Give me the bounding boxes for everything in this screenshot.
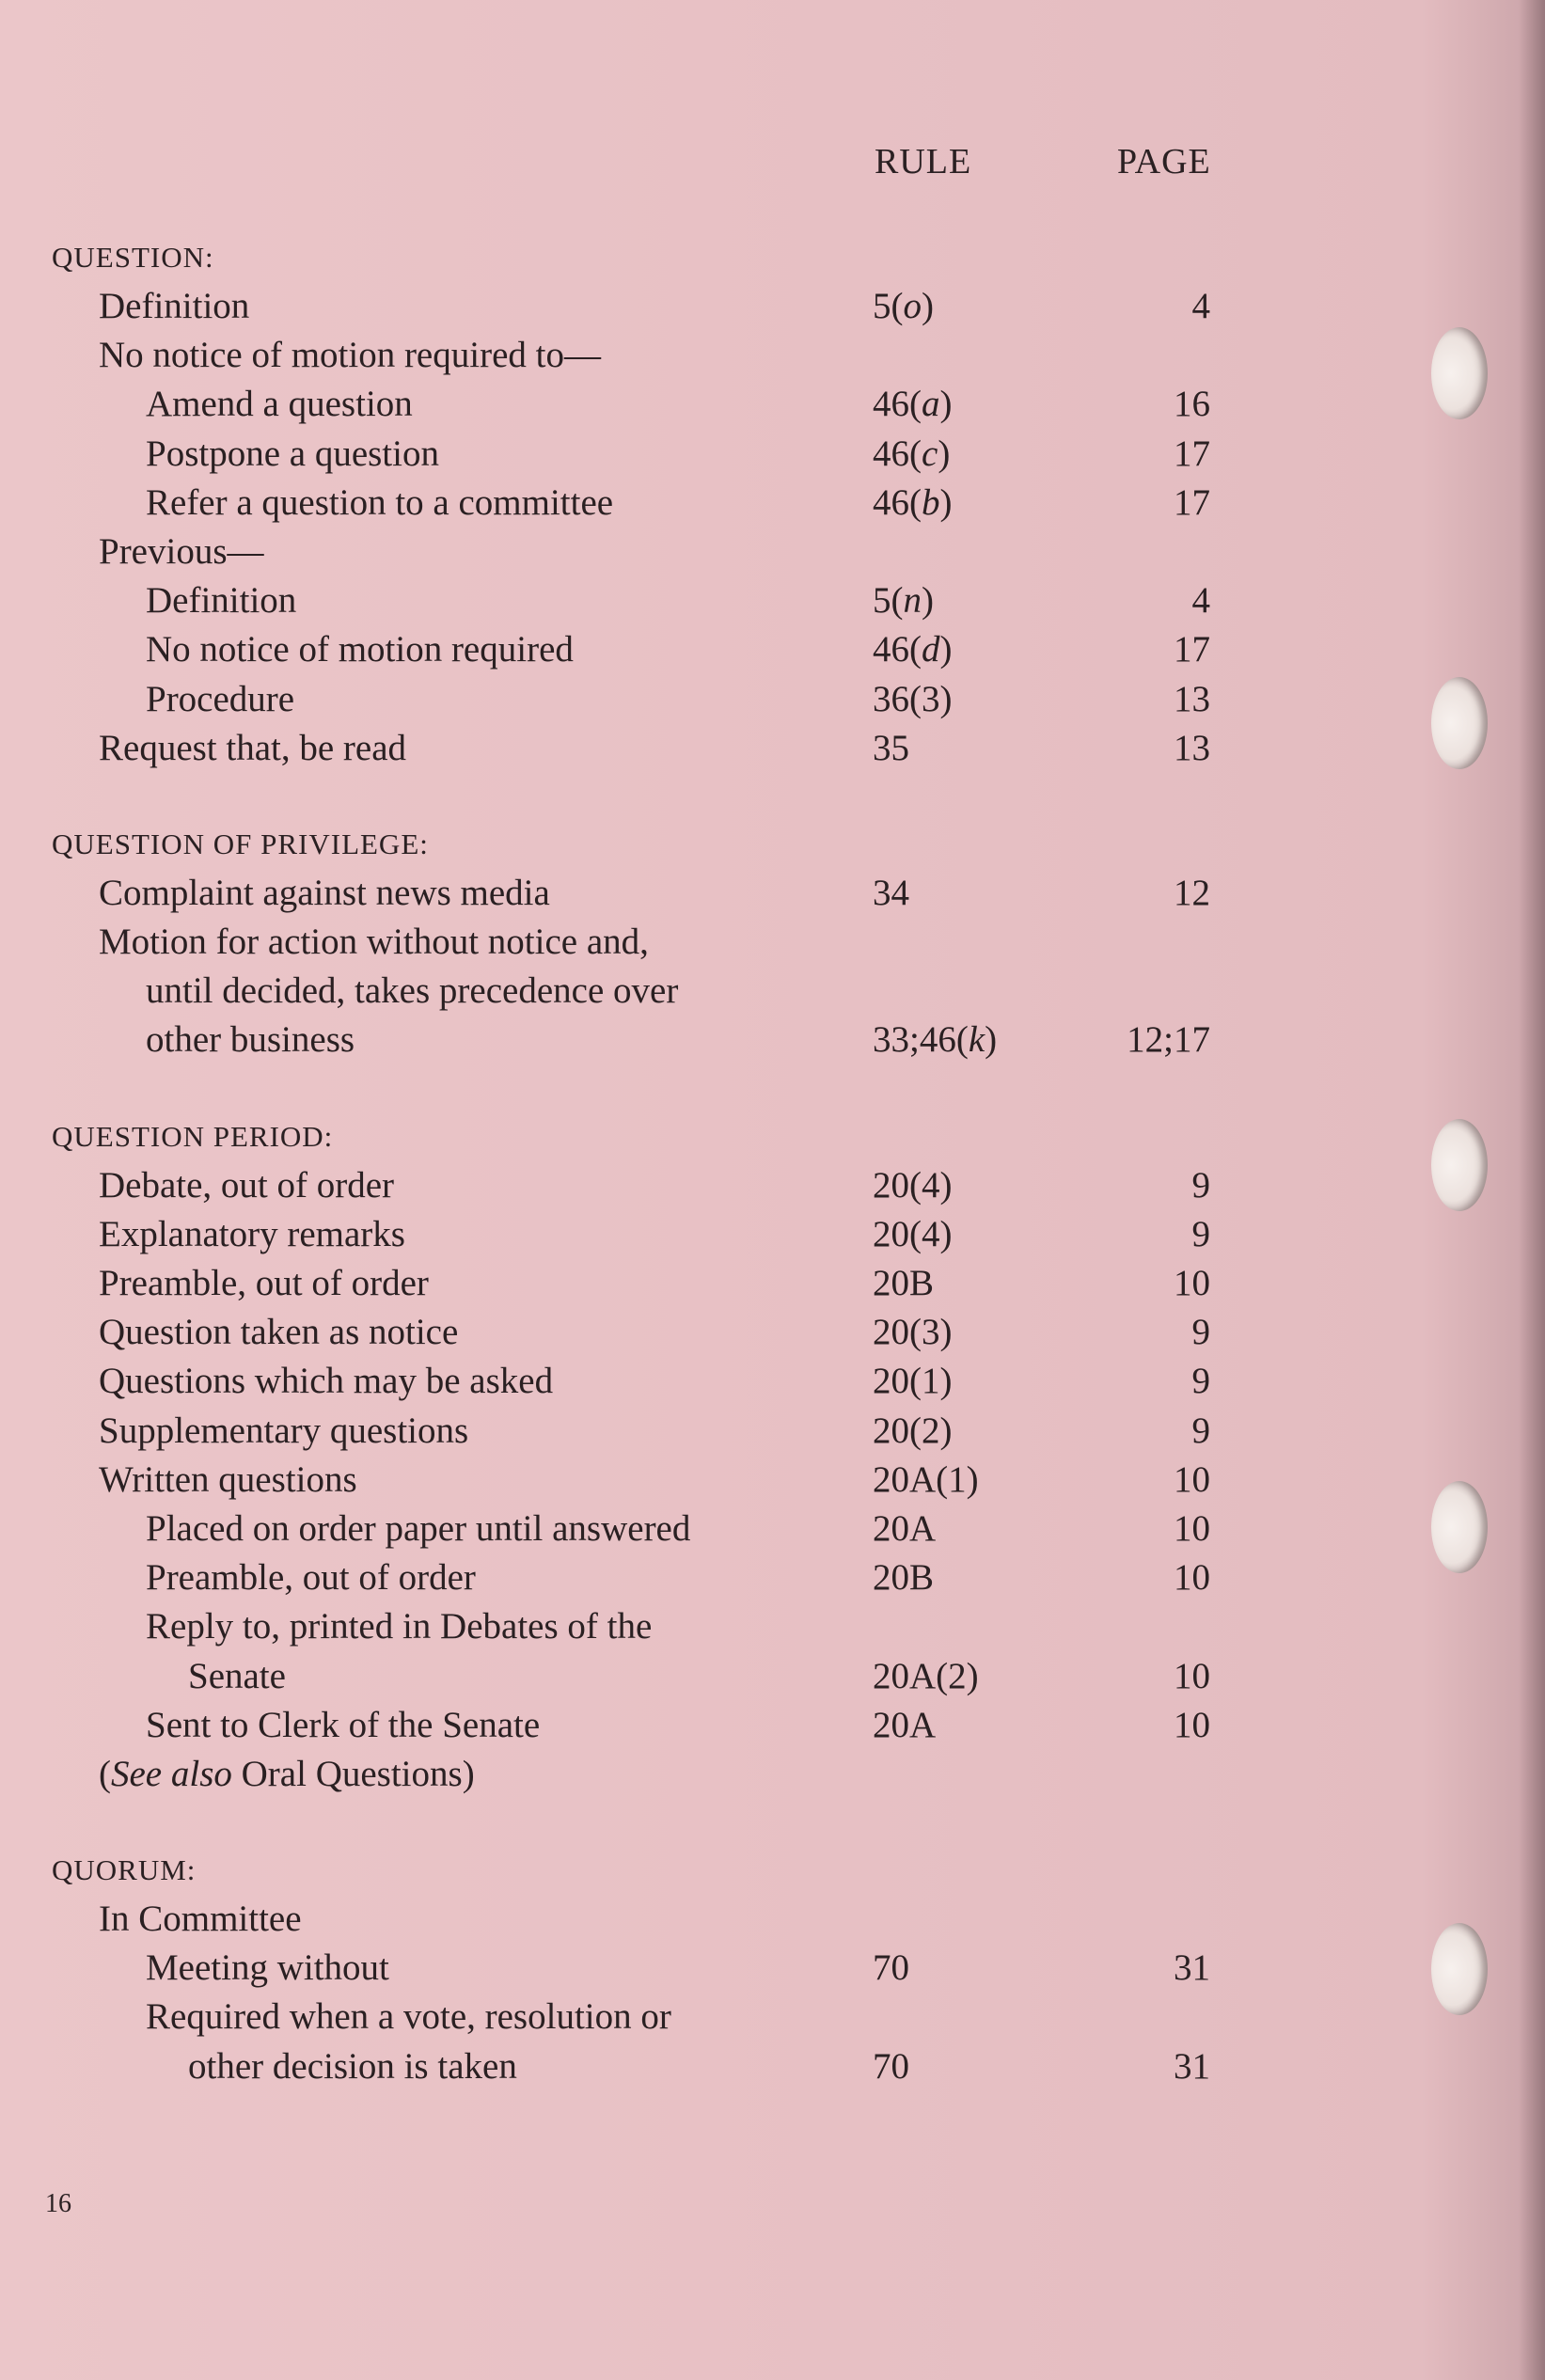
entry-page: 12 (1174, 872, 1210, 913)
index-entry (0, 282, 1545, 331)
entry-label: Procedure (146, 678, 295, 719)
entry-rule: 35 (873, 727, 909, 768)
entry-page: 9 (1191, 1410, 1210, 1451)
section-title: QUESTION OF PRIVILEGE: (52, 827, 429, 860)
entry-label: other business (146, 1019, 355, 1061)
binder-hole (1431, 327, 1488, 419)
index-section (0, 1846, 1545, 2091)
entry-rule: 20A (873, 1507, 937, 1549)
index-entry (0, 576, 1545, 625)
entry-label: Postpone a question (146, 433, 439, 474)
binder-hole (1431, 1481, 1488, 1573)
entry-rule: 5(n) (873, 580, 934, 622)
index-entry (0, 380, 1545, 429)
entry-label: Debate, out of order (99, 1164, 395, 1206)
entry-page: 17 (1174, 481, 1210, 523)
entry-page: 10 (1174, 1263, 1210, 1303)
index-entry (0, 2042, 1545, 2091)
entry-page: 12;17 (1127, 1019, 1210, 1061)
entry-page: 9 (1191, 1361, 1210, 1402)
entry-label: Supplementary questions (99, 1410, 469, 1451)
entry-label: No notice of motion required to— (99, 335, 601, 376)
index-entry (0, 1701, 1545, 1750)
index-entry (0, 675, 1545, 724)
index-entry (0, 918, 1545, 967)
index-entry (0, 1407, 1545, 1456)
entry-page: 10 (1174, 1458, 1210, 1500)
entry-rule: 34 (873, 872, 909, 913)
entry-page: 31 (1174, 1947, 1210, 1989)
index-entry (0, 479, 1545, 528)
entry-label: Amend a question (146, 384, 413, 425)
entry-rule: 20A (873, 1704, 937, 1745)
entry-label: other decision is taken (188, 2045, 517, 2087)
entry-page: 9 (1191, 1213, 1210, 1254)
entry-label: Required when a vote, resolution or (146, 1996, 671, 2038)
entry-rule: 46(d) (873, 629, 953, 670)
rule-column-header: RULE (875, 142, 972, 181)
index-entry (0, 1308, 1545, 1357)
entry-label: Meeting without (146, 1947, 389, 1989)
entry-label: Definition (99, 286, 250, 326)
index-entry (0, 1259, 1545, 1308)
index-entry (0, 1993, 1545, 2041)
index-entry (0, 1750, 1545, 1799)
entry-label: (See also Oral Questions) (99, 1753, 475, 1794)
index-entry (0, 1456, 1545, 1505)
index-entry (0, 967, 1545, 1016)
binder-hole (1431, 677, 1488, 769)
entry-label: Senate (188, 1655, 286, 1696)
section-title: QUORUM: (52, 1853, 197, 1887)
entry-label: Questions which may be asked (99, 1361, 554, 1402)
index-entry (0, 430, 1545, 479)
index-section (0, 1112, 1545, 1799)
entry-page: 10 (1174, 1507, 1210, 1549)
index-entry (0, 1161, 1545, 1210)
entry-page: 17 (1174, 433, 1210, 474)
section-title: QUESTION PERIOD: (52, 1119, 334, 1153)
entry-label: Preamble, out of order (99, 1263, 429, 1303)
entry-label: No notice of motion required (146, 629, 574, 670)
binder-hole (1431, 1119, 1488, 1211)
entry-rule: 20B (873, 1557, 935, 1599)
entry-rule: 20(4) (873, 1213, 953, 1254)
entry-label: Previous— (99, 530, 264, 572)
index-entries (0, 233, 1545, 2138)
entry-page: 16 (1174, 384, 1210, 425)
entry-rule: 70 (873, 1947, 909, 1989)
index-entry (0, 869, 1545, 918)
index-entry (0, 1016, 1545, 1064)
entry-page: 9 (1191, 1164, 1210, 1206)
entry-label: Request that, be read (99, 727, 407, 768)
page-number: 16 (45, 2189, 71, 2218)
entry-page: 13 (1174, 727, 1210, 768)
index-entry (0, 1357, 1545, 1406)
entry-rule: 46(a) (873, 384, 953, 425)
entry-rule: 20(2) (873, 1410, 953, 1451)
entry-label: Motion for action without notice and, (99, 922, 649, 963)
entry-label: Refer a question to a committee (146, 481, 614, 523)
entry-rule: 46(b) (873, 481, 953, 523)
section-title: QUESTION: (52, 241, 214, 274)
entry-rule: 36(3) (873, 678, 953, 719)
entry-label: until decided, takes precedence over (146, 970, 679, 1012)
index-section (0, 233, 1545, 773)
entry-label: Definition (146, 580, 297, 622)
entry-page: 17 (1174, 629, 1210, 670)
entry-rule: 20(1) (873, 1361, 953, 1402)
entry-rule: 20(3) (873, 1312, 953, 1353)
entry-label: Complaint against news media (99, 872, 550, 913)
entry-page: 10 (1174, 1557, 1210, 1599)
entry-page: 4 (1191, 286, 1210, 326)
index-entry (0, 528, 1545, 576)
entry-label: Question taken as notice (99, 1312, 459, 1353)
entry-label: Written questions (99, 1458, 357, 1500)
entry-rule: 20A(2) (873, 1655, 979, 1696)
index-entry (0, 1553, 1545, 1602)
index-entry (0, 331, 1545, 380)
entry-page: 4 (1191, 580, 1210, 622)
entry-page: 9 (1191, 1312, 1210, 1353)
page-column-header: PAGE (1117, 142, 1211, 181)
index-entry (0, 1505, 1545, 1553)
entry-rule: 33;46(k) (873, 1019, 998, 1061)
index-entry (0, 1602, 1545, 1651)
entry-page: 10 (1174, 1655, 1210, 1696)
index-section (0, 820, 1545, 1065)
entry-label: Sent to Clerk of the Senate (146, 1704, 541, 1745)
entry-rule: 70 (873, 2045, 909, 2087)
entry-rule: 20B (873, 1263, 935, 1303)
entry-rule: 46(c) (873, 433, 951, 474)
index-entry (0, 1652, 1545, 1701)
entry-label: In Committee (99, 1899, 302, 1940)
entry-rule: 20A(1) (873, 1458, 979, 1500)
entry-page: 31 (1174, 2045, 1210, 2087)
entry-label: Explanatory remarks (99, 1213, 405, 1254)
entry-rule: 5(o) (873, 286, 934, 326)
index-entry (0, 724, 1545, 773)
entry-label: Preamble, out of order (146, 1557, 476, 1599)
entry-rule: 20(4) (873, 1164, 953, 1206)
index-entry (0, 1944, 1545, 1993)
entry-label: Reply to, printed in Debates of the (146, 1606, 653, 1647)
binder-hole (1431, 1923, 1488, 2015)
index-entry (0, 1895, 1545, 1944)
index-entry (0, 1210, 1545, 1259)
entry-page: 13 (1174, 678, 1210, 719)
index-entry (0, 625, 1545, 674)
entry-page: 10 (1174, 1704, 1210, 1745)
entry-label: Placed on order paper until answered (146, 1507, 691, 1549)
